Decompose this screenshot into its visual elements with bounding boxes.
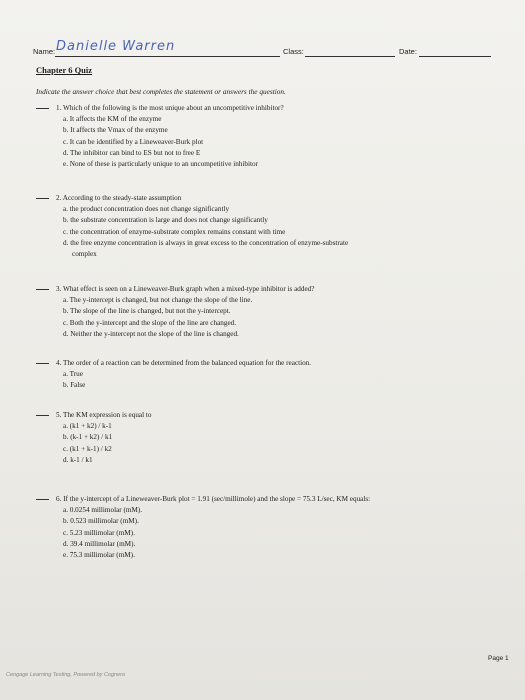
answer-blank[interactable] [36,415,49,416]
answer-blank[interactable] [36,363,49,364]
option: d. The inhibitor can bind to ES but not to free E [63,148,201,157]
option: a. It affects the KM of the enzyme [63,115,162,124]
answer-blank[interactable] [36,499,49,500]
chapter-title: Chapter 6 Quiz [36,65,93,75]
option: b. the substrate concentration is large and does not change significantly [63,216,268,225]
question-stem: 4. The order of a reaction can be determined from the balanced equation for the reaction. [56,359,312,367]
question-2 [36,193,496,260]
option: b. The slope of the line is changed, but not the y-intercept. [63,307,231,316]
option: d. Neither the y-intercept not the slope of the line is changed. [63,329,239,338]
question-3 [36,284,496,340]
option: c. the concentration of enzyme-substrate complex remains constant with time [63,227,286,236]
question-stem: 3. What effect is seen on a Lineweaver-Burk graph when a mixed-type inhibitor is added? [56,285,315,293]
option: e. None of these is particularly unique to an uncompetitive inhibitor [63,160,259,169]
option: a. 0.0254 millimolar (mM). [63,506,143,515]
page-number: Page 1 [488,655,509,662]
option: b. It affects the Vmax of the enzyme [63,126,168,135]
question-stem: 2. According to the steady-state assumption [56,194,182,202]
option: a. The y-intercept is changed, but not change the slope of the line. [63,296,253,305]
option: d. k-1 / k1 [63,455,93,464]
option: a. (k1 + k2) / k-1 [63,422,112,431]
header-fields [33,39,493,62]
option: a. True [63,370,83,379]
option: b. (k-1 + k2) / k1 [63,433,113,442]
answer-blank[interactable] [36,289,49,290]
name-line [55,56,280,57]
option: c. (k1 + k-1) / k2 [63,444,112,453]
handwritten-name: Danielle Warren [56,39,176,54]
date-line [419,56,491,57]
question-5 [36,410,496,466]
option: c. Both the y-intercept and the slope of the line are changed. [63,318,237,327]
question-stem: 6. If the y-intercept of a Lineweaver-Burk plot = 1.91 (sec/millimole) and the slope = 75.3 L/sec, KM equals: [56,495,371,503]
question-6 [36,494,496,561]
option: c. 5.23 millimolar (mM). [63,528,135,537]
option: d. 39.4 millimolar (mM). [63,539,136,548]
option: e. 75.3 millimolar (mM). [63,551,135,560]
option: b. 0.523 millimolar (mM). [63,517,139,526]
answer-blank[interactable] [36,198,49,199]
option: c. It can be identified by a Lineweaver-Burk plot [63,137,204,146]
date-label: Date: [399,47,417,56]
class-label: Class: [283,47,304,56]
footer-brand: Cengage Learning Testing, Powered by Cognero [6,672,126,678]
option-continuation: complex [72,250,97,259]
option: d. the free enzyme concentration is always in great excess to the concentration of enzyme-substrate [63,238,349,247]
instructions: Indicate the answer choice that best completes the statement or answers the question. [36,87,286,96]
name-label: Name: [33,47,56,56]
option: a. the product concentration does not change significantly [63,205,230,214]
question-stem: 1. Which of the following is the most unique about an uncompetitive inhibitor? [56,104,284,112]
option: b. False [63,381,86,390]
question-stem: 5. The KM expression is equal to [56,411,152,419]
answer-blank[interactable] [36,108,49,109]
question-4 [36,358,496,392]
question-1 [36,103,496,170]
class-line [305,56,395,57]
